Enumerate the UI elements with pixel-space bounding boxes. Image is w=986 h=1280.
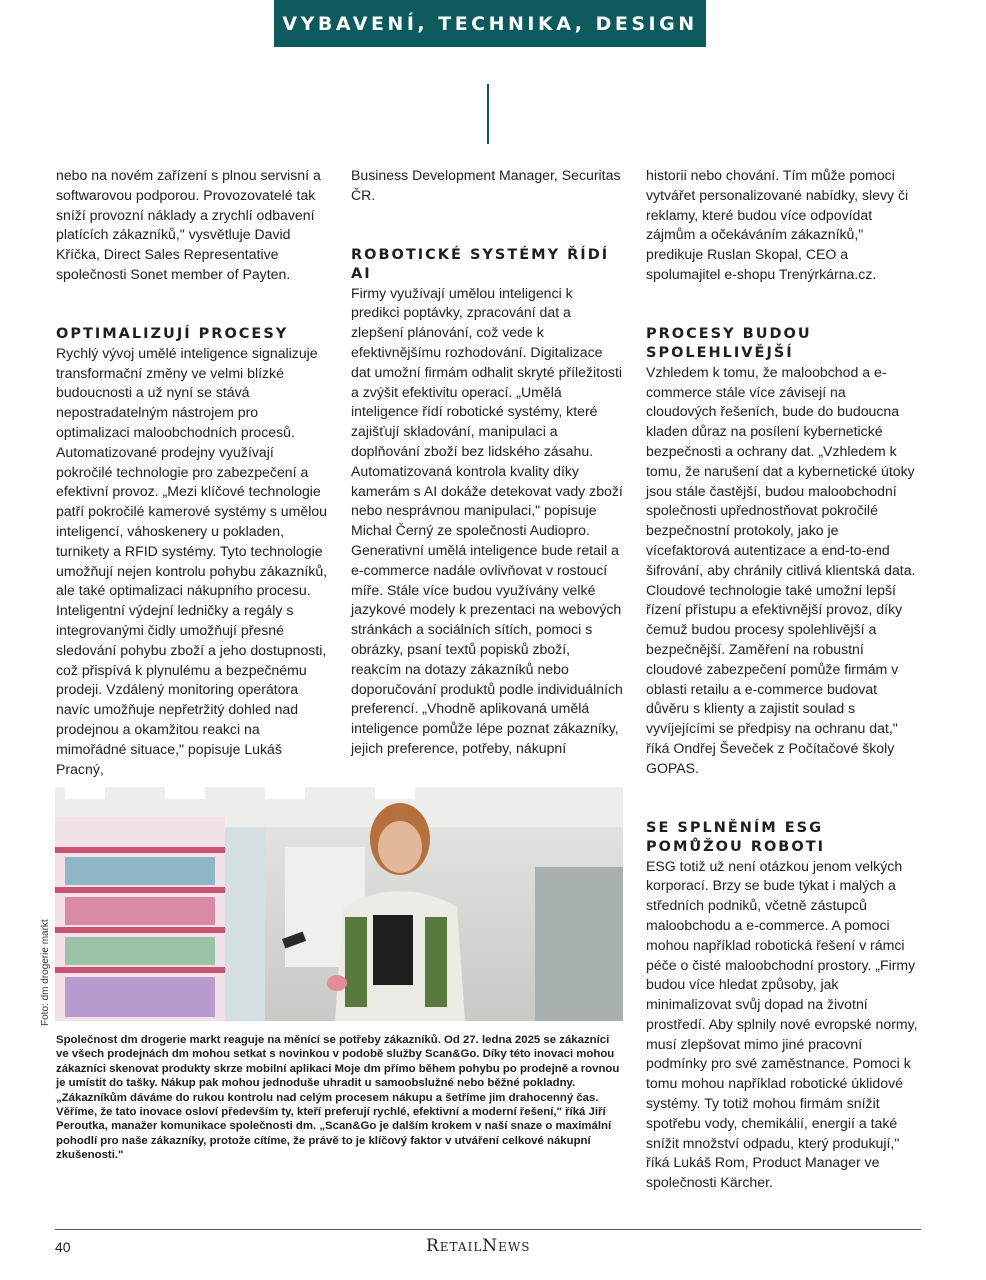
paragraph: nebo na novém zařízení s plnou servisní a softwarovou podporou. Provozovatelé tak sníží provozní náklady a zrychlí odbavení platících zákazníků," vysvětluje David Kříčka, Direct Sales Representative společnosti Sonet member of Payten. bbox=[56, 167, 321, 282]
paragraph: historii nebo chování. Tím může pomoci vytvářet personalizované nabídky, slevy či reklamy, které budou více odpovídat zájmům a očekáváním zákazníků," predikuje Ruslan Skopal, CEO a spolumajitel e-shopu Trenýrkárna.cz. bbox=[646, 167, 909, 282]
paragraph: Business Development Manager, Securitas ČR. bbox=[351, 167, 621, 203]
decorative-divider bbox=[487, 84, 489, 144]
article-column-3 bbox=[646, 166, 918, 1193]
footer-divider bbox=[55, 1229, 921, 1230]
section-heading: OPTIMALIZUJÍ PROCESY bbox=[56, 325, 289, 342]
paragraph: Firmy využívají umělou inteligenci k predikci poptávky, zpracování dat a zlepšení plánování, což vede k efektivnějšímu rozhodování. Digitalizace dat umožní firmám odhalit skryté příležitosti a zvýšit efektivitu operací. „Umělá inteligence řídí robotické systémy, které zajišťují skladování, manipulaci a doplňování zboží bez lidského zásahu. Automatizovaná kontrola kvality díky kamerám s AI dokáže detekovat vady zboží nebo nesprávnou manipulaci," popisuje Michal Černý ze společnosti Audiopro. Generativní umělá inteligence bude retail a e-commerce nadále ovlivňovat v rostoucí míře. Stále více budou využívány velké jazykové modely k prezentaci na webových stránkách a sociálních sítích, pomoci s obrázky, psaní textů popisků zboží, reakcím na dotazy zákazníků nebo doporučování produktů podle individuálních preferencí. „Vhodně aplikovaná umělá inteligence pomůže lépe poznat zákazníky, jejich preference, potřeby, nákupní bbox=[351, 284, 623, 756]
store-photo bbox=[55, 787, 623, 1021]
section-heading: PROCESY BUDOU SPOLEHLIVĚJŠÍ bbox=[646, 325, 812, 361]
magazine-logo: RetailNews bbox=[426, 1236, 531, 1256]
paragraph: Rychlý vývoj umělé inteligence signalizuje transformační změny ve velmi blízké budoucnosti a už nyní se stává nepostradatelným nástrojem pro optimalizaci maloobchodních procesů. Automatizované prodejny využívají pokročilé technologie pro zabezpečení a efektivní provoz. „Mezi klíčové technologie patří pokročilé kamerové systémy s umělou inteligencí, váhoskenery u pokladen, turnikety a RFID systémy. Tyto technologie umožňují nejen kontrolu pohybu zákazníků, ale také optimalizaci nákupního procesu. Inteligentní výdejní ledničky a regály s integrovanými čidly umožňují přesné sledování pohybu zboží a jeho dostupnosti, což přispívá k plynulému a bezpečnému prodeji. Vzdálený monitoring operátora navíc umožňuje nepřetržitý dohled nad prodejnou a okamžitou reakci na mimořádné situace," popisuje Lukáš Pracný, bbox=[56, 344, 328, 777]
article-column-1 bbox=[56, 166, 328, 779]
store-photo-illustration bbox=[55, 787, 623, 1021]
section-banner: VYBAVENÍ, TECHNIKA, DESIGN bbox=[274, 0, 706, 47]
section-heading: SE SPLNĚNÍM ESG POMŮŽOU ROBOTI bbox=[646, 819, 825, 855]
article-column-2 bbox=[351, 166, 623, 759]
photo-caption: Společnost dm drogerie markt reaguje na měnící se potřeby zákazníků. Od 27. ledna 2025 se zákazníci ve všech prodejnách dm mohou setkat s novinkou v podobě služby Scan&Go. Díky této inovaci mohou zákazníci skenovat produkty skrze mobilní aplikaci Moje dm přímo během pohybu po prodejně a rovnou je umístit do tašky. Nákup pak mohou jednoduše uhradit u samoobslužné nebo běžné pokladny. „Zákazníkům dáváme do rukou kontrolu nad celým procesem nákupu a šetříme jim drahocenný čas. Věříme, že tato inovace osloví především ty, kteří preferují rychlé, efektivní a moderní řešení," říká Jiří Peroutka, manažer komunikace společnosti dm. „Scan&Go je dalším krokem v naší snaze o maximální pohodlí pro naše zákazníky, protože cítíme, že právě to je klíčový faktor v utváření celkové nákupní zkušenosti." bbox=[56, 1034, 620, 1162]
section-heading: ROBOTICKÉ SYSTÉMY ŘÍDÍ AI bbox=[351, 246, 610, 282]
photo-credit: Foto: dm drogerie markt bbox=[40, 919, 51, 1026]
page-number: 40 bbox=[55, 1239, 71, 1255]
paragraph: ESG totiž už není otázkou jenom velkých korporací. Brzy se bude týkat i malých a středních podniků, včetně zástupců maloobchodu a e-commerce. A pomoci mohou například robotická řešení v rámci péče o čisté maloobchodní prostory. „Firmy budou více hledat způsoby, jak minimalizovat svůj dopad na životní prostředí. Aby splnily nové evropské normy, musí zlepšovat mimo jiné pracovní podmínky pro své zaměstnance. Pomoci k tomu mohou například robotické úklidové systémy. Ty totiž mohou firmám snížit spotřebu vody, chemikálií, energií a také snížit množství odpadu, který produkují," říká Lukáš Rom, Product Manager ve společnosti Kärcher. bbox=[646, 857, 918, 1191]
paragraph: Vzhledem k tomu, že maloobchod a e-commerce stále více závisejí na cloudových řešeních, bude do budoucna kladen důraz na posílení kybernetické bezpečnosti a ochrany dat. „Vzhledem k tomu, že narušení dat a kybernetické útoky jsou stále častější, budou maloobchodní společnosti upřednostňovat pokročilé bezpečnostní protokoly, jako je vícefaktorová autentizace a end-to-end šifrování, aby chránily citlivá klientská data. Cloudové technologie také umožní lepší řízení přístupu a efektivnější provoz, díky čemuž budou procesy spolehlivější a bezpečnější. Zaměření na robustní cloudové zabezpečení pomůže firmám v oblasti retailu a e-commerce budovat důvěru s klienty a zajistit soulad s vyvíjejícími se předpisy na ochranu dat," říká Ondřej Ševeček z Počítačové školy GOPAS. bbox=[646, 363, 916, 776]
